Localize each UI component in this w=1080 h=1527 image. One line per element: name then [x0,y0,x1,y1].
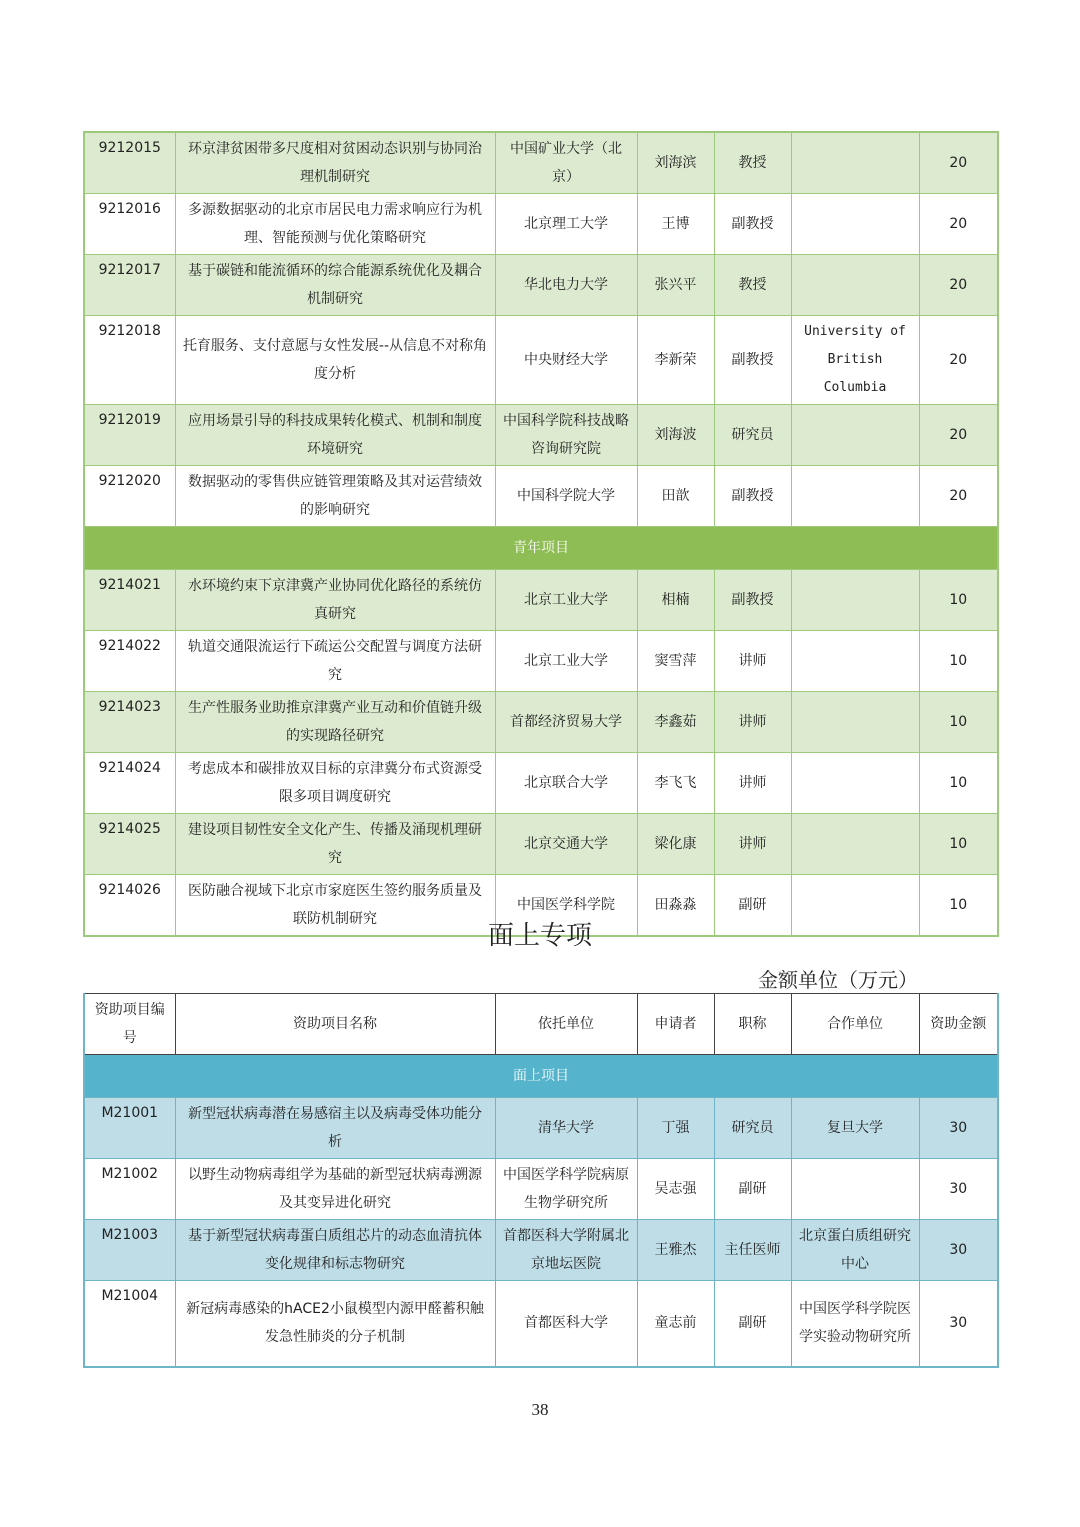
job-title: 副教授 [714,316,791,405]
applicant: 田淼淼 [637,875,714,937]
project-code: 9212017 [84,255,175,316]
project-name: 医防融合视域下北京市家庭医生签约服务质量及联防机制研究 [175,875,495,937]
blue-project-table [83,993,999,1368]
section-row-general [84,1055,998,1098]
host-unit: 首都医科大学附属北京地坛医院 [495,1220,637,1281]
project-code: M21004 [84,1281,175,1367]
host-unit: 中国医学科学院 [495,875,637,937]
partner-unit [791,194,919,255]
applicant: 李飞飞 [637,753,714,814]
host-unit: 中国矿业大学（北京） [495,132,637,194]
project-code: 9212015 [84,132,175,194]
project-code: M21001 [84,1098,175,1159]
partner-unit [791,570,919,631]
table-row [84,1281,998,1367]
applicant: 相楠 [637,570,714,631]
applicant: 梁化康 [637,814,714,875]
header-code: 资助项目编号 [84,994,175,1055]
table-row [84,1159,998,1220]
host-unit: 中央财经大学 [495,316,637,405]
partner-unit: 中国医学科学院医学实验动物研究所 [791,1281,919,1367]
host-unit: 北京工业大学 [495,570,637,631]
host-unit: 北京理工大学 [495,194,637,255]
funding-amount: 30 [919,1159,998,1220]
table-row [84,570,998,631]
header-title: 职称 [714,994,791,1055]
amount-unit-note: 金额单位（万元） [758,968,918,992]
host-unit: 首都经济贸易大学 [495,692,637,753]
funding-amount: 30 [919,1281,998,1367]
funding-amount: 10 [919,631,998,692]
job-title: 副教授 [714,466,791,527]
table-row [84,255,998,316]
applicant: 李鑫茹 [637,692,714,753]
header-name: 资助项目名称 [175,994,495,1055]
job-title: 副研 [714,875,791,937]
section-title: 面上专项 [487,921,592,951]
project-code: 9214026 [84,875,175,937]
section-label: 面上项目 [84,1055,998,1098]
project-name: 考虑成本和碳排放双目标的京津冀分布式资源受限多项目调度研究 [175,753,495,814]
project-name: 基于碳链和能流循环的综合能源系统优化及耦合机制研究 [175,255,495,316]
table-row [84,631,998,692]
project-name: 多源数据驱动的北京市居民电力需求响应行为机理、智能预测与优化策略研究 [175,194,495,255]
project-name: 基于新型冠状病毒蛋白质组芯片的动态血清抗体变化规律和标志物研究 [175,1220,495,1281]
partner-unit [791,255,919,316]
project-name: 以野生动物病毒组学为基础的新型冠状病毒溯源及其变异进化研究 [175,1159,495,1220]
host-unit: 北京工业大学 [495,631,637,692]
header-partner: 合作单位 [791,994,919,1055]
host-unit: 中国科学院大学 [495,466,637,527]
table-header-row [84,994,998,1055]
job-title: 讲师 [714,692,791,753]
host-unit: 中国科学院科技战略咨询研究院 [495,405,637,466]
table-row [84,814,998,875]
partner-unit: University of British Columbia [791,316,919,405]
project-code: 9212020 [84,466,175,527]
job-title: 讲师 [714,631,791,692]
applicant: 田歆 [637,466,714,527]
section-label: 青年项目 [84,527,998,570]
header-unit: 依托单位 [495,994,637,1055]
header-amount: 资助金额 [919,994,998,1055]
project-code: 9214025 [84,814,175,875]
job-title: 副教授 [714,570,791,631]
table-row [84,132,998,194]
project-code: 9214022 [84,631,175,692]
job-title: 主任医师 [714,1220,791,1281]
partner-unit [791,1159,919,1220]
table-row [84,753,998,814]
funding-amount: 20 [919,194,998,255]
host-unit: 北京交通大学 [495,814,637,875]
funding-amount: 20 [919,132,998,194]
host-unit: 首都医科大学 [495,1281,637,1367]
host-unit: 清华大学 [495,1098,637,1159]
partner-unit [791,466,919,527]
project-name: 水环境约束下京津冀产业协同优化路径的系统仿真研究 [175,570,495,631]
project-name: 新型冠状病毒潜在易感宿主以及病毒受体功能分析 [175,1098,495,1159]
table-row [84,194,998,255]
job-title: 研究员 [714,1098,791,1159]
funding-amount: 10 [919,570,998,631]
partner-unit [791,132,919,194]
partner-unit: 北京蛋白质组研究中心 [791,1220,919,1281]
partner-unit [791,814,919,875]
funding-amount: 10 [919,753,998,814]
job-title: 副教授 [714,194,791,255]
table-row [84,1220,998,1281]
applicant: 刘海波 [637,405,714,466]
applicant: 刘海滨 [637,132,714,194]
project-name: 数据驱动的零售供应链管理策略及其对运营绩效的影响研究 [175,466,495,527]
table-row [84,692,998,753]
funding-amount: 30 [919,1220,998,1281]
job-title: 讲师 [714,753,791,814]
funding-amount: 30 [919,1098,998,1159]
applicant: 窦雪萍 [637,631,714,692]
page-number: 38 [531,1400,549,1419]
applicant: 王雅杰 [637,1220,714,1281]
project-name: 建设项目韧性安全文化产生、传播及涌现机理研究 [175,814,495,875]
funding-amount: 20 [919,466,998,527]
job-title: 副研 [714,1281,791,1367]
table-row [84,1098,998,1159]
project-code: 9214021 [84,570,175,631]
project-code: M21003 [84,1220,175,1281]
job-title: 教授 [714,255,791,316]
table-row [84,405,998,466]
partner-unit [791,753,919,814]
project-name: 生产性服务业助推京津冀产业互动和价值链升级的实现路径研究 [175,692,495,753]
applicant: 李新荣 [637,316,714,405]
project-name: 环京津贫困带多尺度相对贫困动态识别与协同治理机制研究 [175,132,495,194]
applicant: 丁强 [637,1098,714,1159]
applicant: 王博 [637,194,714,255]
job-title: 教授 [714,132,791,194]
job-title: 讲师 [714,814,791,875]
partner-unit [791,405,919,466]
project-name: 新冠病毒感染的hACE2小鼠模型内源甲醛蓄积触发急性肺炎的分子机制 [175,1281,495,1367]
project-code: 9212018 [84,316,175,405]
funding-amount: 10 [919,814,998,875]
funding-amount: 20 [919,405,998,466]
project-code: 9212016 [84,194,175,255]
funding-amount: 20 [919,255,998,316]
table-row [84,316,998,405]
green-project-table [83,131,999,937]
applicant: 童志前 [637,1281,714,1367]
host-unit: 北京联合大学 [495,753,637,814]
partner-unit [791,631,919,692]
job-title: 副研 [714,1159,791,1220]
host-unit: 中国医学科学院病原生物学研究所 [495,1159,637,1220]
job-title: 研究员 [714,405,791,466]
section-row-youth [84,527,998,570]
funding-amount: 10 [919,875,998,937]
header-applicant: 申请者 [637,994,714,1055]
project-code: 9212019 [84,405,175,466]
partner-unit: 复旦大学 [791,1098,919,1159]
applicant: 张兴平 [637,255,714,316]
applicant: 吴志强 [637,1159,714,1220]
project-name: 轨道交通限流运行下疏运公交配置与调度方法研究 [175,631,495,692]
project-code: 9214024 [84,753,175,814]
partner-unit [791,692,919,753]
funding-amount: 10 [919,692,998,753]
project-code: 9214023 [84,692,175,753]
project-code: M21002 [84,1159,175,1220]
project-name: 应用场景引导的科技成果转化模式、机制和制度环境研究 [175,405,495,466]
funding-amount: 20 [919,316,998,405]
host-unit: 华北电力大学 [495,255,637,316]
project-name: 托育服务、支付意愿与女性发展--从信息不对称角度分析 [175,316,495,405]
table-row [84,466,998,527]
